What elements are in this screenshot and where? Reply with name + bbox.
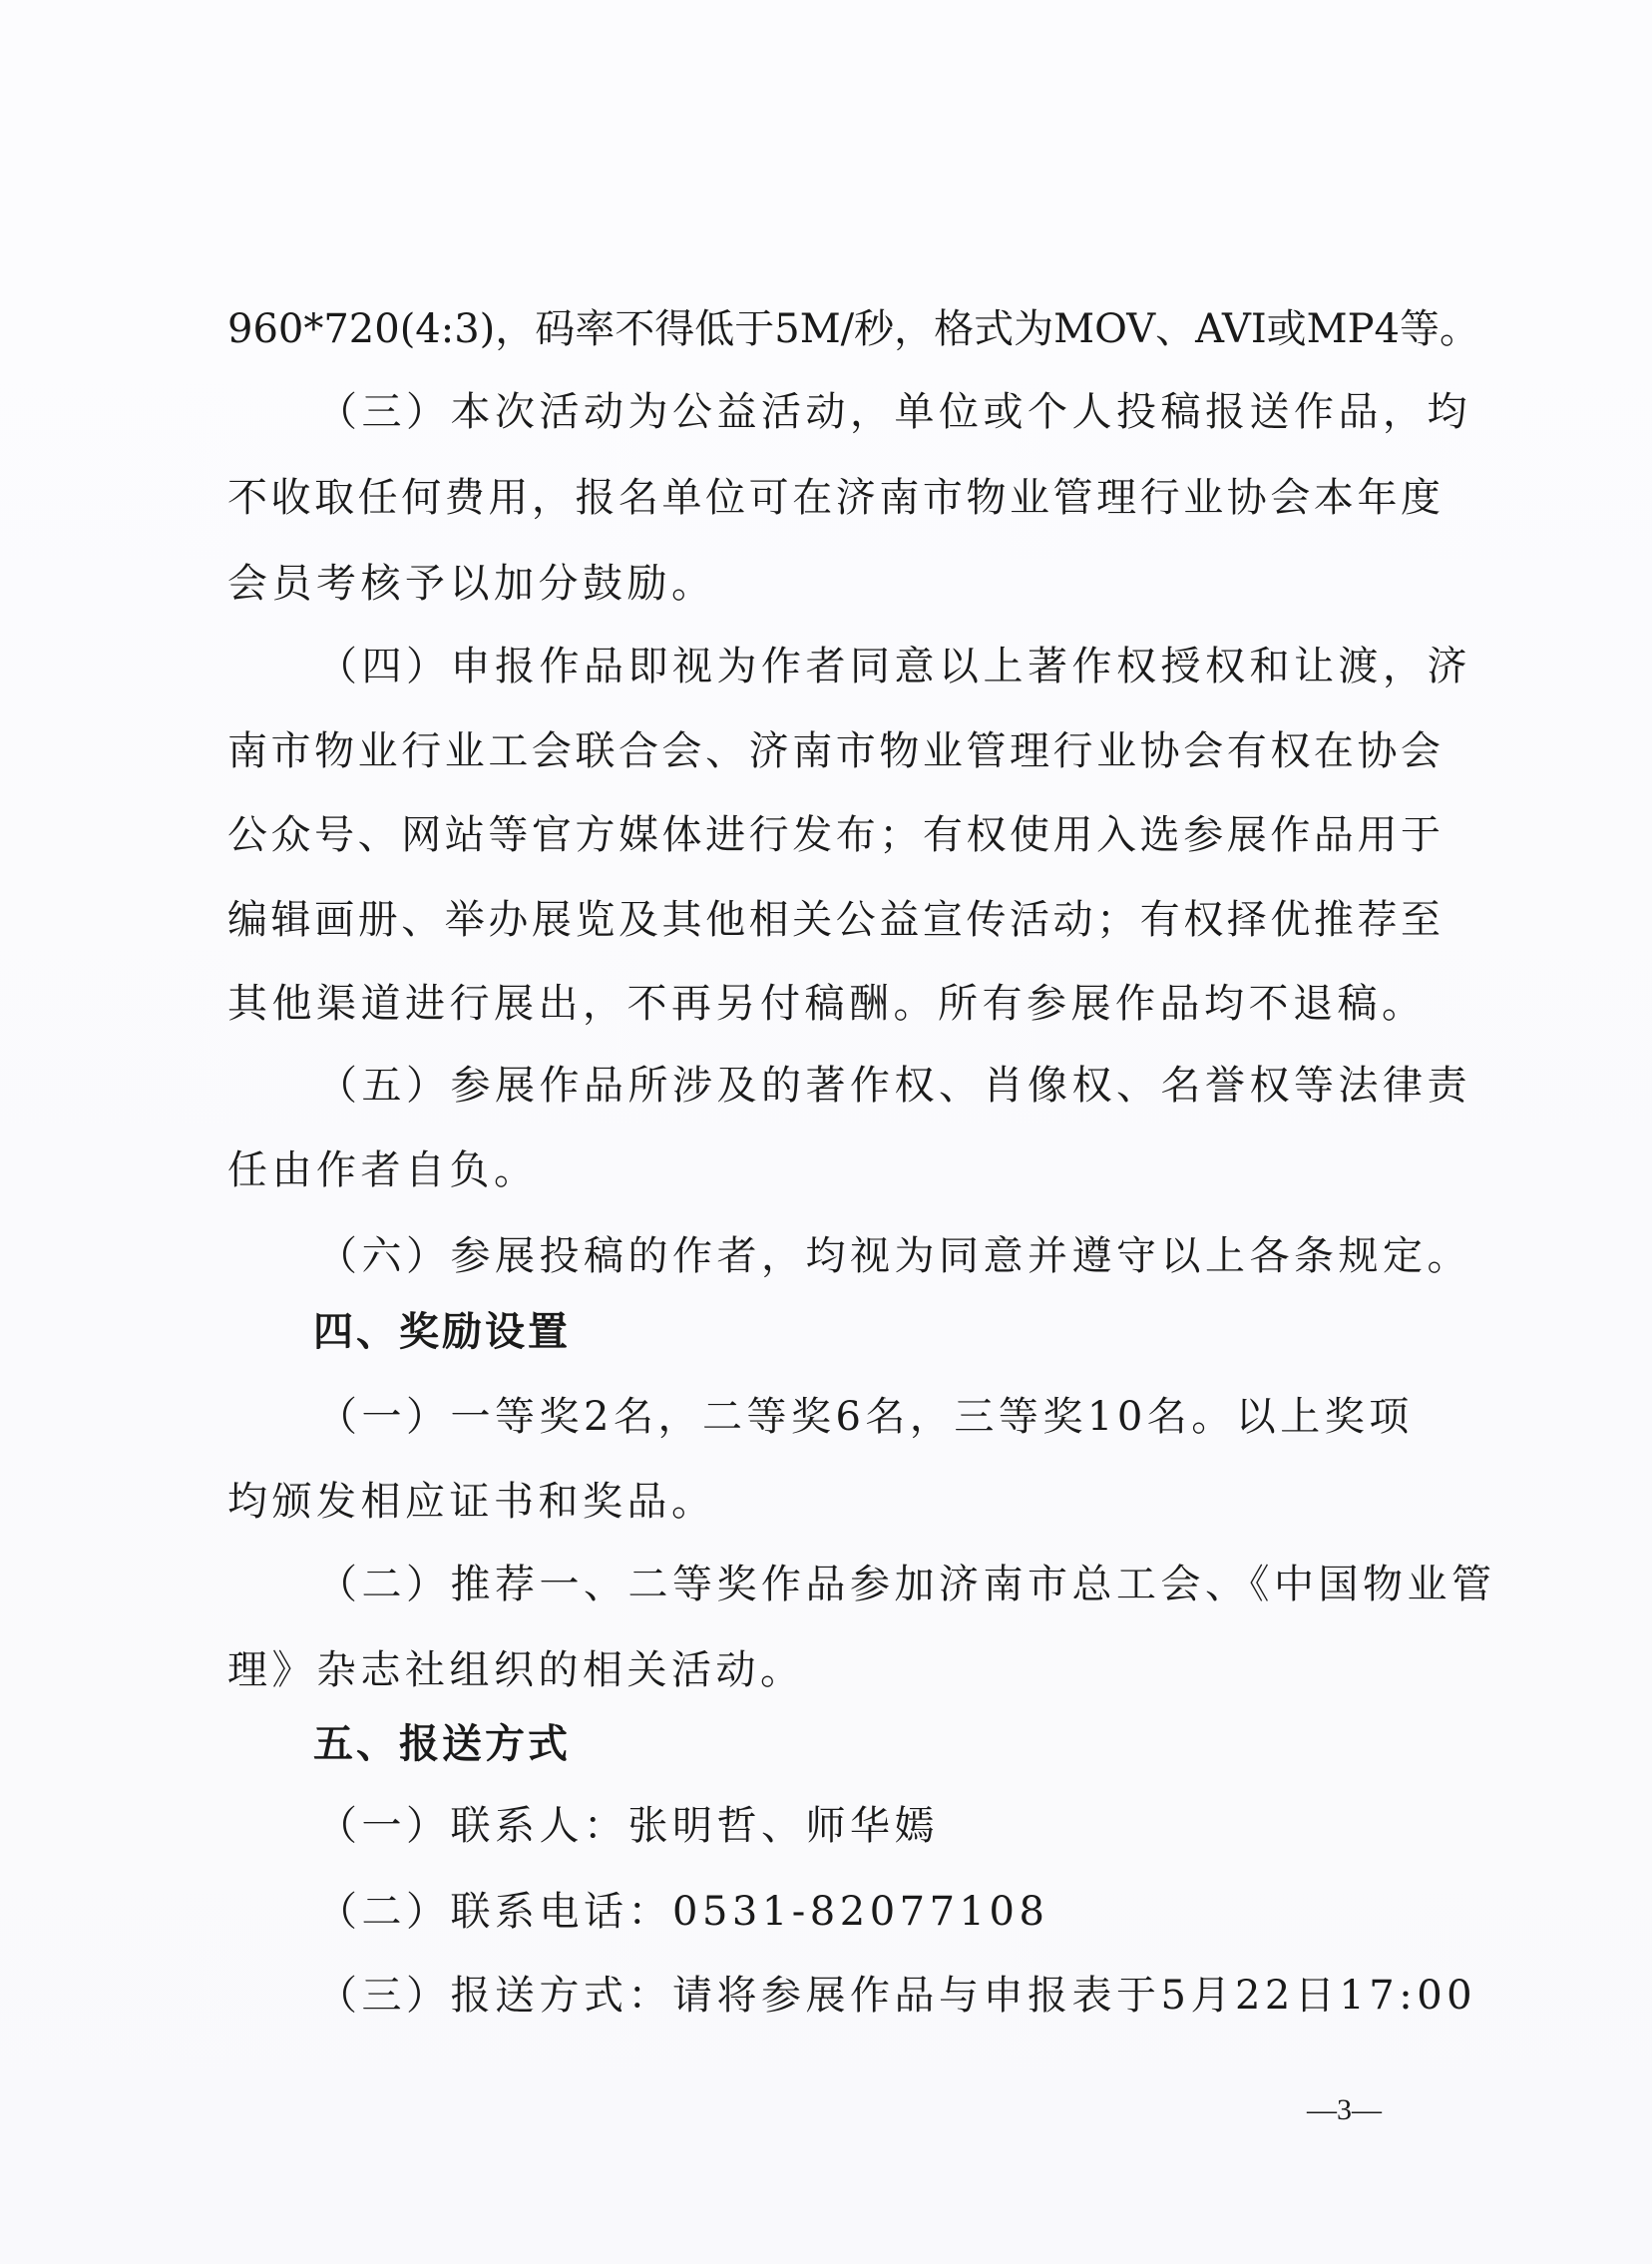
item-4-copyright: （四）申报作品即视为作者同意以上著作权授权和让渡，济 xyxy=(317,644,1471,689)
section-heading-submission: 五、报送方式 xyxy=(313,1721,571,1767)
paragraph-line: 均颁发相应证书和奖品。 xyxy=(227,1479,716,1525)
contact-phone: （二）联系电话：0531-82077108 xyxy=(317,1889,1049,1935)
section-heading-awards: 四、奖励设置 xyxy=(313,1309,571,1355)
paragraph-line: 其他渠道进行展出，不再另付稿酬。所有参展作品均不退稿。 xyxy=(227,981,1427,1027)
paragraph-line: 任由作者自负。 xyxy=(227,1147,539,1193)
paragraph-line: 不收取任何费用，报名单位可在济南市物业管理行业协会本年度 xyxy=(227,475,1441,521)
item-6-compliance: （六）参展投稿的作者，均视为同意并遵守以上各条规定。 xyxy=(317,1233,1471,1279)
award-item-1: （一）一等奖2名，二等奖6名，三等奖10名。以上奖项 xyxy=(317,1394,1414,1440)
paragraph-line: 理》杂志社组织的相关活动。 xyxy=(227,1647,805,1693)
paragraph-line-video-format: 960*720(4:3)，码率不得低于5M/秒，格式为MOV、AVI或MP4等。 xyxy=(227,306,1479,352)
paragraph-line: 会员考核予以加分鼓励。 xyxy=(227,561,716,607)
paragraph-line: 编辑画册、举办展览及其他相关公益宣传活动；有权择优推荐至 xyxy=(227,897,1441,943)
submission-method: （三）报送方式：请将参展作品与申报表于5月22日17:00 xyxy=(317,1973,1477,2019)
item-5-legal-liability: （五）参展作品所涉及的著作权、肖像权、名誉权等法律责 xyxy=(317,1063,1471,1109)
paragraph-line: 南市物业行业工会联合会、济南市物业管理行业协会有权在协会 xyxy=(227,728,1441,774)
item-3-public-welfare: （三）本次活动为公益活动，单位或个人投稿报送作品，均 xyxy=(317,389,1471,435)
paragraph-line: 公众号、网站等官方媒体进行发布；有权使用入选参展作品用于 xyxy=(227,812,1441,858)
award-item-2: （二）推荐一、二等奖作品参加济南市总工会、《中国物业管 xyxy=(317,1562,1496,1607)
page-number: —3— xyxy=(1307,2093,1382,2126)
contact-person: （一）联系人：张明哲、师华嫣 xyxy=(317,1803,939,1849)
